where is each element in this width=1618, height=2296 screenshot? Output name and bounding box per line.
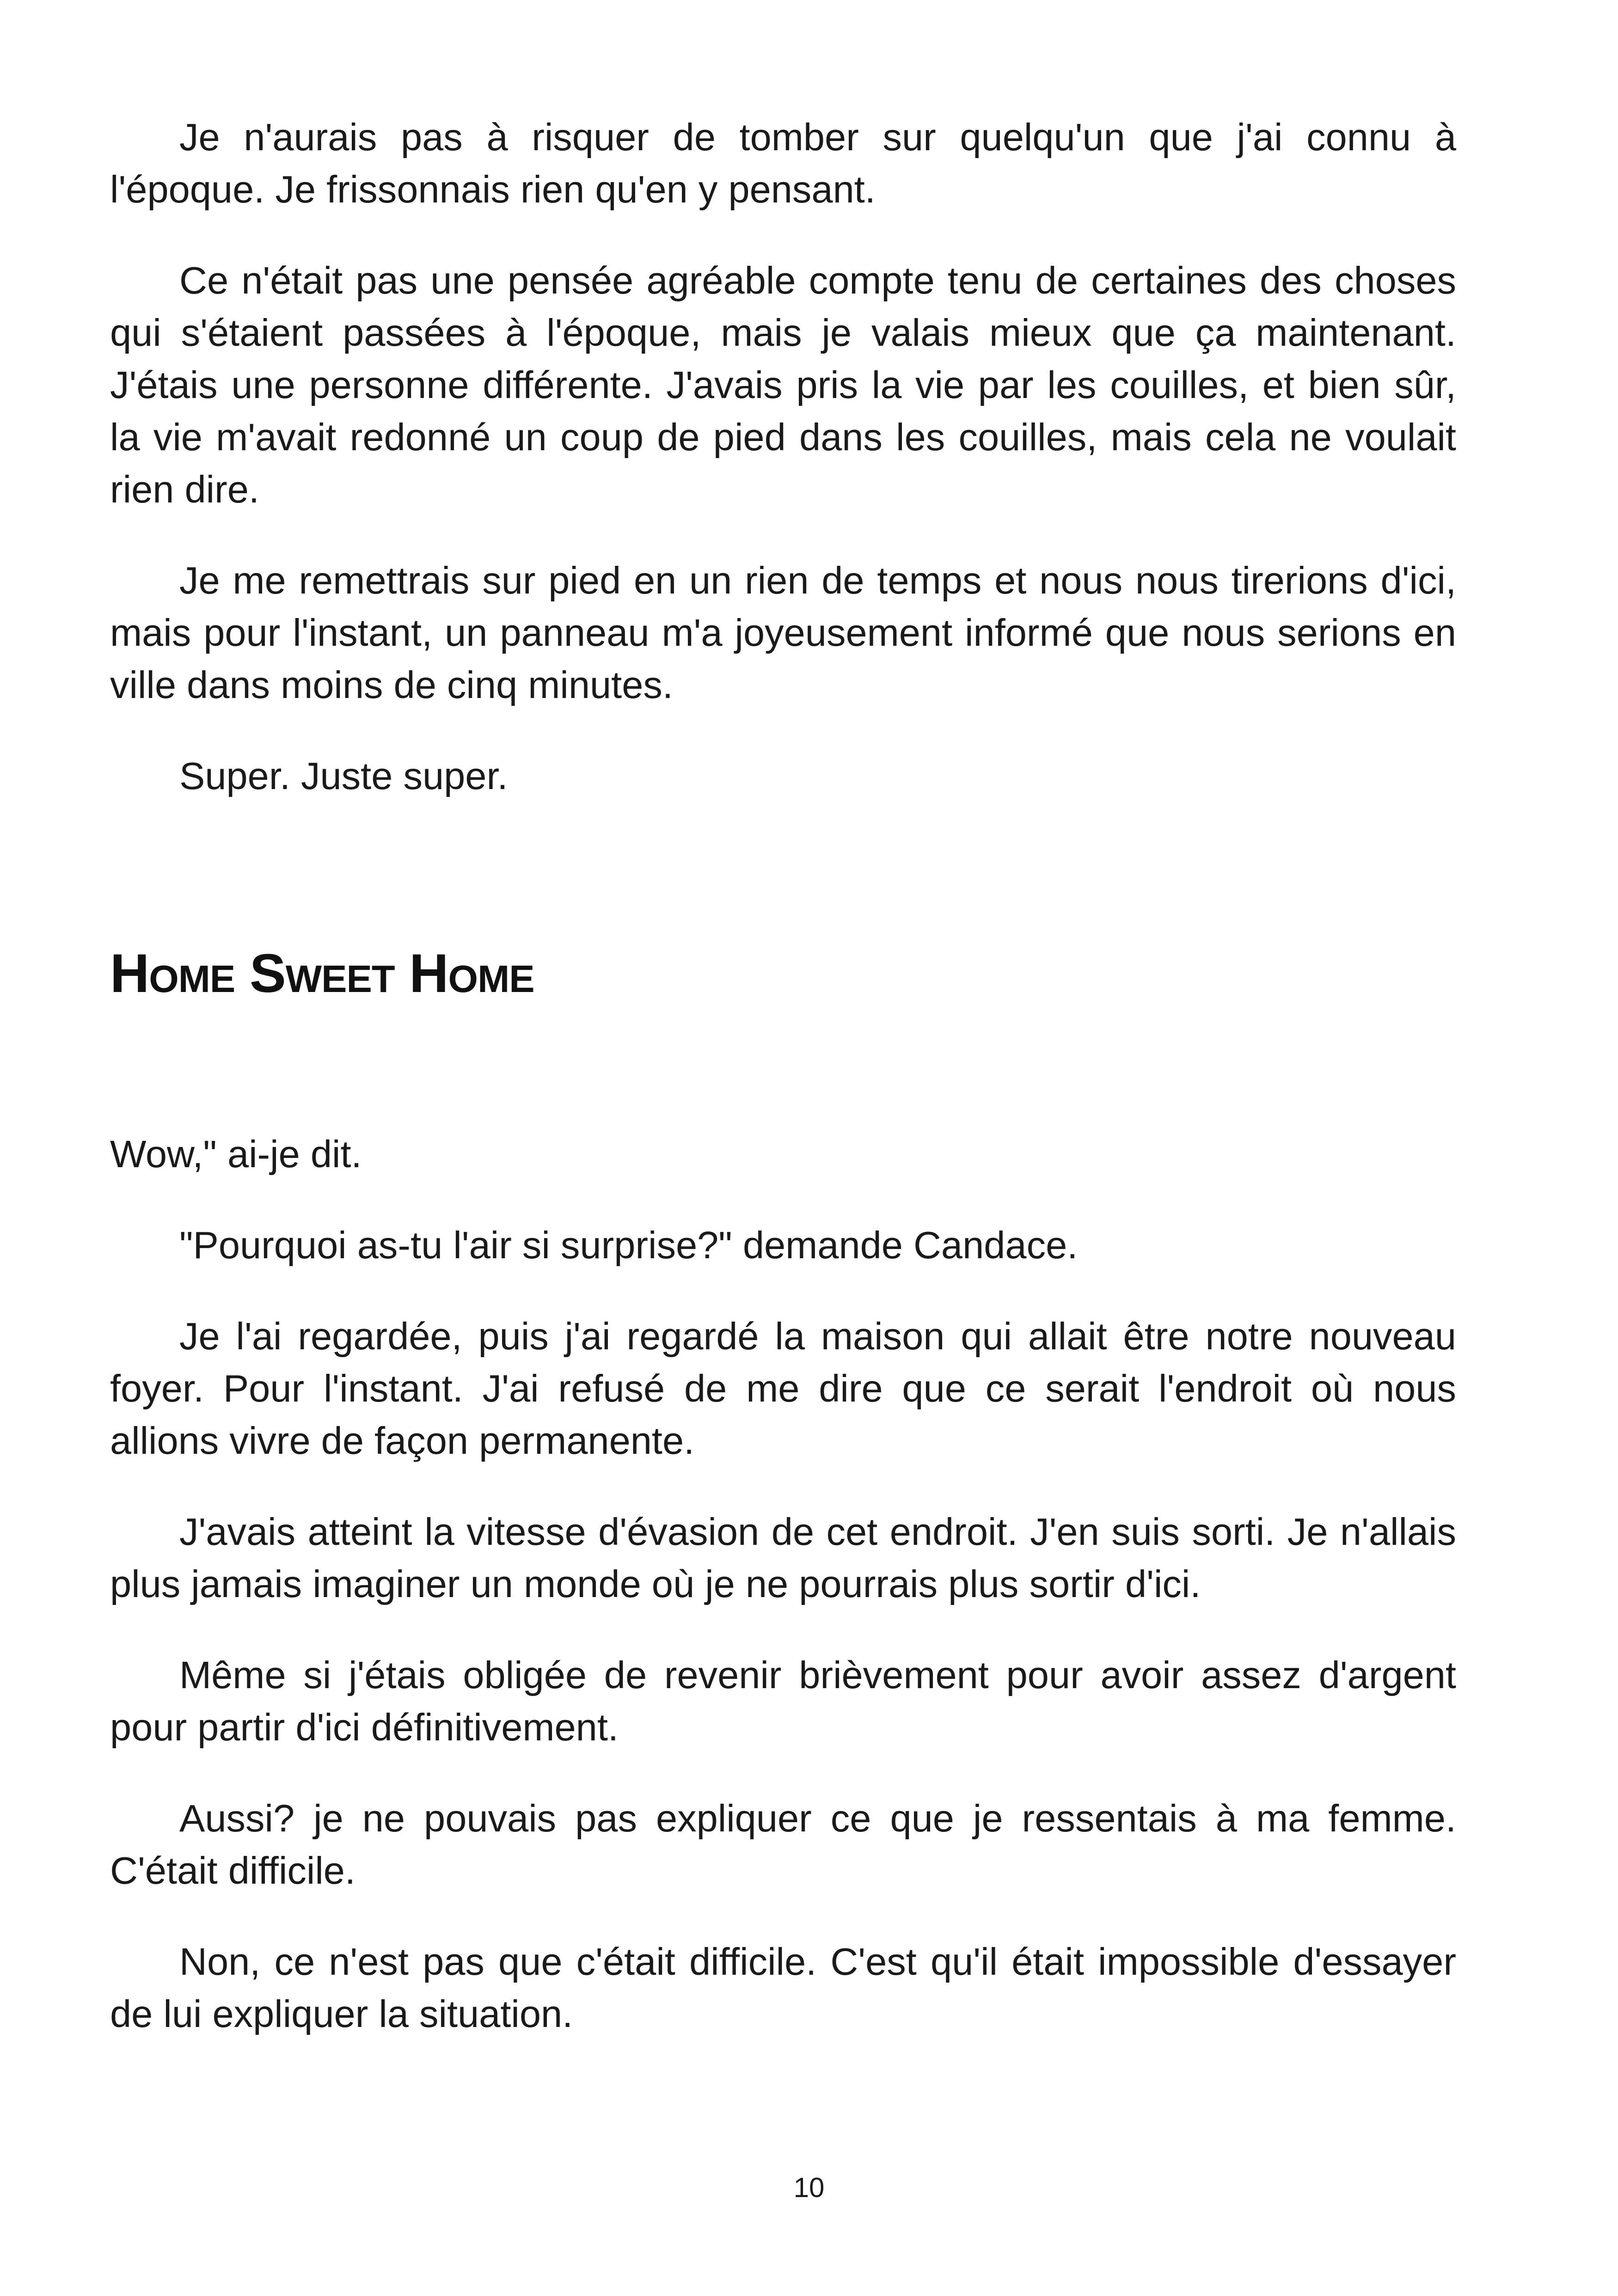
section-two [110, 1128, 1456, 2040]
paragraph: Je n'aurais pas à risquer de tomber sur quelqu'un que j'ai connu à l'époque. Je frissonnais rien qu'en y pensant. [110, 116, 1456, 211]
paragraph: Ce n'était pas une pensée agréable compte tenu de certaines des choses qui s'étaient passées à l'époque, mais je valais mieux que ça maintenant. J'étais une personne différente. J'avais pris la vie par les couilles, et bien sûr, la vie m'avait redonné un coup de pied dans les couilles, mais cela ne voulait rien dire. [110, 259, 1456, 511]
chapter-title: Home Sweet Home [110, 943, 534, 1004]
paragraph: Je me remettrais sur pied en un rien de temps et nous nous tirerions d'ici, mais pour l'instant, un panneau m'a joyeusement informé que nous serions en ville dans moins de cinq minutes. [110, 559, 1456, 706]
section-one [110, 111, 1456, 802]
paragraph: Super. Juste super. [179, 754, 508, 797]
paragraph: Même si j'étais obligée de revenir brièvement pour avoir assez d'argent pour partir d'ici définitivement. [110, 1653, 1456, 1749]
paragraph: Aussi? je ne pouvais pas expliquer ce que je ressentais à ma femme. C'était difficile. [110, 1797, 1456, 1892]
page-number: 10 [793, 2172, 825, 2203]
paragraph: "Pourquoi as-tu l'air si surprise?" demande Candace. [179, 1224, 1078, 1267]
paragraph: Je l'ai regardée, puis j'ai regardé la maison qui allait être notre nouveau foyer. Pour l'instant. J'ai refusé de me dire que ce serait l'endroit où nous allions vivre de façon permanente. [110, 1315, 1456, 1462]
paragraph: Wow," ai-je dit. [110, 1133, 362, 1176]
paragraph: J'avais atteint la vitesse d'évasion de cet endroit. J'en suis sorti. Je n'allais plus jamais imaginer un monde où je ne pourrais plus sortir d'ici. [110, 1510, 1456, 1605]
paragraph: Non, ce n'est pas que c'était difficile. C'est qu'il était impossible d'essayer de lui expliquer la situation. [110, 1940, 1456, 2035]
